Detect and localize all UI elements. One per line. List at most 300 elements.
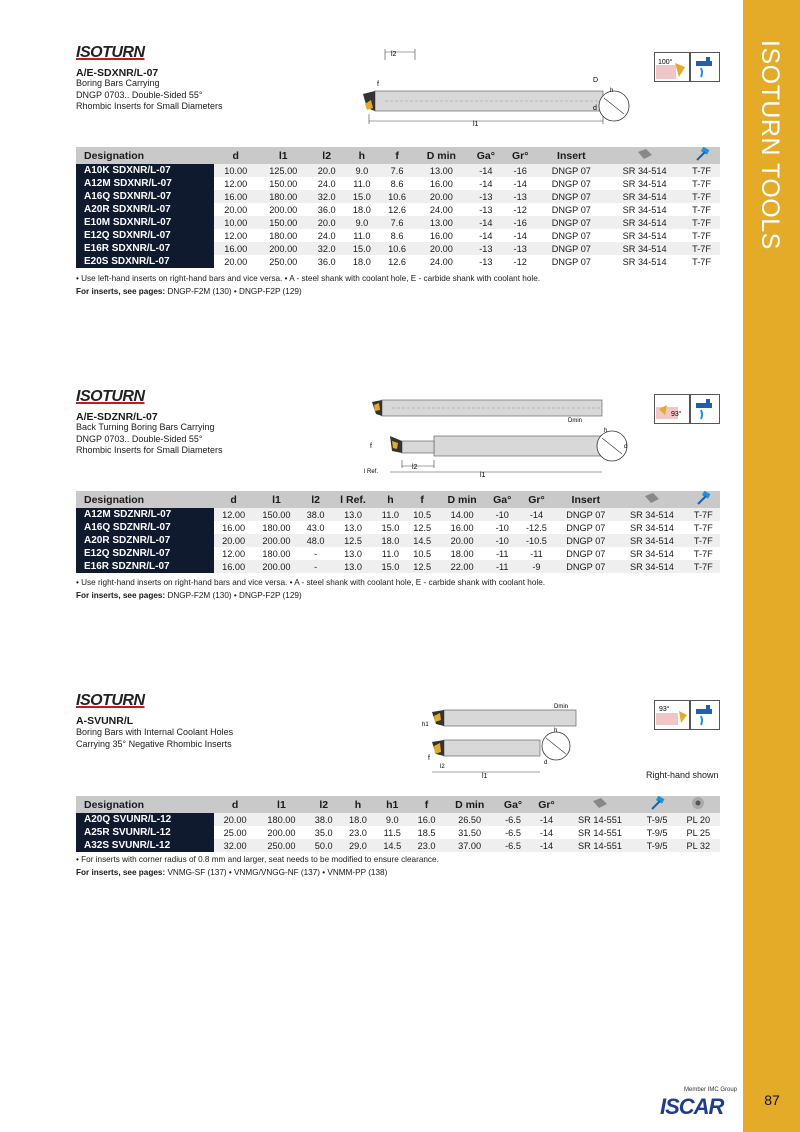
table-cell: -13	[504, 190, 537, 203]
table-cell: PL 32	[677, 839, 720, 852]
table-cell: -14	[468, 164, 504, 177]
table-cell: 24.00	[415, 255, 468, 268]
isoturn-logo: ISOTURN	[76, 388, 145, 405]
table-cell: 16.00	[214, 190, 257, 203]
table-cell: 7.6	[379, 216, 414, 229]
table-cell: 24.00	[415, 203, 468, 216]
table-cell: 12.5	[406, 560, 438, 573]
bar-section-diagram	[596, 424, 632, 464]
table-cell: 10.00	[214, 216, 257, 229]
svg-text:93°: 93°	[659, 706, 670, 713]
table-row	[76, 547, 720, 560]
table-header-row	[76, 147, 720, 164]
table-cell: 15.0	[344, 190, 379, 203]
table-cell: -10	[486, 521, 518, 534]
table-cell: DNGP 07	[537, 203, 606, 216]
inserts-reference: For inserts, see pages: DNGP-F2M (130) • DNGP-F2P (129)	[76, 591, 302, 600]
svg-text:93°: 93°	[671, 411, 682, 418]
coolant-icon	[690, 394, 720, 424]
table-row	[76, 560, 720, 573]
screw-icon	[591, 796, 609, 810]
shim-icon	[689, 796, 707, 810]
table-cell: -11	[518, 547, 554, 560]
table-cell: 29.0	[341, 839, 375, 852]
col-d: d	[214, 491, 253, 508]
section-code: A/E-SDXNR/L-07	[76, 67, 159, 79]
right-hand-caption: Right-hand shown	[646, 770, 719, 780]
table-cell: 9.0	[344, 164, 379, 177]
table-cell: 12.00	[214, 547, 253, 560]
table-cell: -14	[530, 826, 562, 839]
col-h: h	[344, 147, 379, 164]
col-designation: Designation	[76, 491, 214, 508]
table-cell: T-7F	[683, 255, 720, 268]
table-cell: 12.00	[214, 229, 257, 242]
screw-icon	[636, 147, 654, 161]
col-f: f	[379, 147, 414, 164]
table-cell: -6.5	[496, 813, 531, 826]
designation-cell: A20R SDXNR/L-07	[76, 203, 214, 216]
section-description: Boring Bars Carrying DNGP 0703.. Double-Sided 55° Rhombic Inserts for Small Diameters	[76, 78, 223, 111]
table-cell: DNGP 07	[537, 177, 606, 190]
dim-label-l2: l2	[412, 464, 418, 471]
table-row	[76, 813, 720, 826]
table-cell: -12.5	[518, 521, 554, 534]
table-header-row	[76, 796, 720, 813]
table-cell: 20.0	[309, 216, 344, 229]
table-cell: 16.0	[409, 813, 443, 826]
table-cell: 18.5	[409, 826, 443, 839]
table-cell: T-7F	[687, 508, 720, 521]
table-cell: 16.00	[415, 229, 468, 242]
table-cell: DNGP 07	[537, 216, 606, 229]
spec-table-sdznr	[76, 491, 720, 573]
table-row	[76, 839, 720, 852]
col-designation: Designation	[76, 796, 214, 813]
table-row	[76, 216, 720, 229]
table-cell: 16.00	[214, 560, 253, 573]
table-cell: T-7F	[687, 534, 720, 547]
dim-label-lref: l Ref.	[364, 469, 379, 475]
dim-label-f: f	[370, 443, 372, 450]
table-cell: DNGP 07	[555, 508, 618, 521]
table-cell: 13.0	[331, 521, 374, 534]
table-cell: PL 25	[677, 826, 720, 839]
table-cell: 150.00	[253, 508, 300, 521]
insert-angle-icon	[654, 394, 690, 424]
table-cell: 15.0	[375, 560, 407, 573]
table-cell: -	[300, 560, 332, 573]
table-row	[76, 177, 720, 190]
table-cell: 36.0	[309, 203, 344, 216]
table-cell: -	[300, 547, 332, 560]
table-cell: 16.00	[415, 177, 468, 190]
table-cell: 250.00	[257, 255, 309, 268]
table-cell: 15.0	[375, 521, 407, 534]
table-row	[76, 229, 720, 242]
table-cell: DNGP 07	[537, 255, 606, 268]
col-key-icon	[638, 796, 677, 813]
col-key-icon	[683, 147, 720, 164]
table-cell: PL 20	[677, 813, 720, 826]
table-cell: 13.0	[331, 508, 374, 521]
table-cell: -10	[486, 534, 518, 547]
dim-label-h: h	[610, 88, 614, 94]
table-cell: 12.5	[406, 521, 438, 534]
isoturn-logo: ISOTURN	[76, 44, 145, 61]
table-cell: SR 34-514	[617, 508, 687, 521]
page-number: 87	[764, 1092, 780, 1108]
dim-label-d: d	[624, 444, 628, 450]
table-cell: 31.50	[444, 826, 496, 839]
table-cell: T-7F	[683, 203, 720, 216]
designation-cell: E16R SDXNR/L-07	[76, 242, 214, 255]
col-d: d	[214, 796, 256, 813]
table-cell: 180.00	[256, 813, 306, 826]
table-cell: 50.0	[307, 839, 341, 852]
table-row	[76, 190, 720, 203]
table-cell: DNGP 07	[537, 242, 606, 255]
table-cell: -11	[486, 560, 518, 573]
table-cell: T-7F	[683, 229, 720, 242]
table-cell: -16	[504, 164, 537, 177]
table-cell: 13.0	[331, 547, 374, 560]
designation-cell: E12Q SDZNR/L-07	[76, 547, 214, 560]
designation-cell: A10K SDXNR/L-07	[76, 164, 214, 177]
table-cell: 200.00	[257, 203, 309, 216]
dim-label-f: f	[428, 755, 430, 762]
table-cell: 11.0	[375, 508, 407, 521]
table-cell: T-7F	[683, 177, 720, 190]
table-cell: -14	[530, 813, 562, 826]
section-code: A-SVUNR/L	[76, 715, 134, 727]
screw-icon	[643, 491, 661, 505]
table-cell: T-9/5	[638, 826, 677, 839]
tool-diagram	[362, 396, 632, 480]
table-cell: 15.0	[344, 242, 379, 255]
designation-cell: A25R SVUNR/L-12	[76, 826, 214, 839]
table-cell: -14	[468, 229, 504, 242]
inserts-reference: For inserts, see pages: VNMG-SF (137) • VNMG/VNGG-NF (137) • VNMM-PP (138)	[76, 868, 388, 877]
table-cell: 26.50	[444, 813, 496, 826]
section-description: Boring Bars with Internal Coolant Holes Carrying 35° Negative Rhombic Inserts	[76, 727, 234, 749]
table-cell: -14	[504, 177, 537, 190]
dim-label-f: f	[377, 81, 379, 88]
table-cell: -13	[468, 203, 504, 216]
table-cell: -16	[504, 216, 537, 229]
table-cell: 16.00	[214, 521, 253, 534]
table-cell: 36.0	[309, 255, 344, 268]
table-cell: 32.0	[309, 190, 344, 203]
table-cell: 23.0	[409, 839, 443, 852]
table-cell: DNGP 07	[537, 190, 606, 203]
spec-table-sdxnr	[76, 147, 720, 268]
table-cell: 18.00	[438, 547, 486, 560]
col-l2: l2	[300, 491, 332, 508]
designation-cell: A12M SDXNR/L-07	[76, 177, 214, 190]
table-cell: SR 14-551	[562, 813, 637, 826]
table-cell: 180.00	[253, 521, 300, 534]
table-cell: 125.00	[257, 164, 309, 177]
table-row	[76, 255, 720, 268]
table-cell: T-9/5	[638, 813, 677, 826]
dim-label-l2: l2	[391, 51, 397, 58]
table-cell: 12.5	[331, 534, 374, 547]
col-h: h	[341, 796, 375, 813]
table-cell: 200.00	[253, 560, 300, 573]
col-f: f	[406, 491, 438, 508]
table-cell: T-7F	[687, 547, 720, 560]
table-cell: 180.00	[257, 190, 309, 203]
table-cell: 12.6	[379, 203, 414, 216]
table-cell: T-7F	[683, 242, 720, 255]
table-cell: 20.00	[415, 190, 468, 203]
col-screw-icon	[562, 796, 637, 813]
table-cell: 24.0	[309, 177, 344, 190]
col-h: h	[375, 491, 407, 508]
table-cell: SR 34-514	[617, 547, 687, 560]
table-cell: 22.00	[438, 560, 486, 573]
dim-label-d: d	[593, 105, 597, 112]
col-insert: Insert	[537, 147, 606, 164]
table-cell: 32.0	[309, 242, 344, 255]
table-cell: -11	[486, 547, 518, 560]
insert-angle-icon	[654, 700, 690, 730]
table-cell: 13.00	[415, 164, 468, 177]
designation-cell: E10M SDXNR/L-07	[76, 216, 214, 229]
table-cell: 16.00	[438, 521, 486, 534]
table-cell: 150.00	[257, 216, 309, 229]
col-l1: l1	[257, 147, 309, 164]
dim-label-l1: l1	[473, 121, 479, 128]
table-cell: SR 34-514	[606, 190, 683, 203]
designation-cell: A20Q SVUNR/L-12	[76, 813, 214, 826]
table-cell: 7.6	[379, 164, 414, 177]
table-cell: 12.00	[214, 508, 253, 521]
svg-text:100°: 100°	[658, 59, 673, 66]
dim-label-h: h	[604, 428, 608, 434]
table-row	[76, 521, 720, 534]
key-icon	[648, 796, 666, 810]
bar-section-diagram	[596, 84, 632, 124]
designation-cell: A16Q SDZNR/L-07	[76, 521, 214, 534]
table-cell: -13	[504, 242, 537, 255]
isoturn-logo: ISOTURN	[76, 692, 145, 709]
dim-label-l1: l1	[482, 773, 488, 780]
table-cell: -10	[486, 508, 518, 521]
table-cell: DNGP 07	[555, 521, 618, 534]
table-cell: 13.00	[415, 216, 468, 229]
table-cell: SR 14-551	[562, 839, 637, 852]
designation-cell: E16R SDZNR/L-07	[76, 560, 214, 573]
table-cell: SR 34-514	[617, 534, 687, 547]
table-cell: 18.0	[375, 534, 407, 547]
insert-angle-icon	[654, 52, 690, 82]
dim-label-h: h	[554, 728, 558, 734]
table-cell: T-7F	[687, 560, 720, 573]
section-description: Back Turning Boring Bars Carrying DNGP 0703.. Double-Sided 55° Rhombic Inserts for Small Diameters	[76, 422, 223, 455]
table-cell: 8.6	[379, 229, 414, 242]
col-l2: l2	[307, 796, 341, 813]
table-header-row	[76, 491, 720, 508]
dim-label-D: D	[593, 77, 599, 84]
table-cell: 20.00	[438, 534, 486, 547]
table-cell: -12	[504, 255, 537, 268]
table-cell: SR 34-514	[606, 203, 683, 216]
table-cell: DNGP 07	[555, 534, 618, 547]
table-cell: T-7F	[683, 190, 720, 203]
table-cell: SR 34-514	[606, 177, 683, 190]
table-cell: -13	[468, 242, 504, 255]
col-lref: l Ref.	[331, 491, 374, 508]
table-cell: 25.00	[214, 826, 256, 839]
designation-cell: A12M SDZNR/L-07	[76, 508, 214, 521]
table-cell: 250.00	[256, 839, 306, 852]
table-cell: 10.5	[406, 547, 438, 560]
col-dmin: D min	[415, 147, 468, 164]
col-gr: Gr°	[530, 796, 562, 813]
dim-label-l1: l1	[480, 472, 486, 479]
table-cell: 180.00	[257, 229, 309, 242]
table-cell: -14	[504, 229, 537, 242]
col-ga: Ga°	[496, 796, 531, 813]
dim-label-h1: h1	[422, 722, 429, 728]
table-cell: 12.6	[379, 255, 414, 268]
col-dmin: D min	[444, 796, 496, 813]
section-code: A/E-SDZNR/L-07	[76, 411, 158, 423]
table-cell: 38.0	[307, 813, 341, 826]
designation-cell: A16Q SDXNR/L-07	[76, 190, 214, 203]
table-cell: 11.5	[375, 826, 409, 839]
table-cell: 24.0	[309, 229, 344, 242]
table-row	[76, 203, 720, 216]
table-cell: 10.00	[214, 164, 257, 177]
table-cell: SR 34-514	[606, 242, 683, 255]
table-cell: T-7F	[683, 164, 720, 177]
table-cell: 20.00	[214, 534, 253, 547]
table-cell: SR 14-551	[562, 826, 637, 839]
col-d: d	[214, 147, 257, 164]
table-cell: 20.00	[214, 813, 256, 826]
table-cell: 14.00	[438, 508, 486, 521]
col-shim-icon	[677, 796, 720, 813]
table-cell: 20.00	[214, 203, 257, 216]
table-row	[76, 826, 720, 839]
table-cell: 38.0	[300, 508, 332, 521]
table-cell: 20.00	[415, 242, 468, 255]
table-cell: 14.5	[406, 534, 438, 547]
col-gr: Gr°	[504, 147, 537, 164]
col-f: f	[409, 796, 443, 813]
key-icon	[693, 147, 711, 161]
table-cell: 16.00	[214, 242, 257, 255]
table-row	[76, 242, 720, 255]
table-cell: -13	[468, 255, 504, 268]
table-cell: -14	[530, 839, 562, 852]
col-l2: l2	[309, 147, 344, 164]
table-cell: T-7F	[683, 216, 720, 229]
table-note: • Use right-hand inserts on right-hand bars and vice versa. • A - steel shank with coolant hole, E - carbide shank with coolant hole.	[76, 578, 546, 587]
table-cell: 9.0	[375, 813, 409, 826]
table-cell: 10.6	[379, 242, 414, 255]
col-ga: Ga°	[486, 491, 518, 508]
table-cell: 180.00	[253, 547, 300, 560]
sidebar-title: ISOTURN TOOLS	[756, 40, 784, 250]
col-ga: Ga°	[468, 147, 504, 164]
dim-label-d: d	[544, 760, 548, 766]
table-cell: 18.0	[344, 203, 379, 216]
designation-cell: E20S SDXNR/L-07	[76, 255, 214, 268]
table-cell: 18.0	[344, 255, 379, 268]
table-cell: 35.0	[307, 826, 341, 839]
table-cell: 11.0	[375, 547, 407, 560]
table-cell: 200.00	[256, 826, 306, 839]
table-cell: SR 34-514	[606, 216, 683, 229]
table-row	[76, 508, 720, 521]
col-l1: l1	[253, 491, 300, 508]
col-l1: l1	[256, 796, 306, 813]
table-cell: 10.5	[406, 508, 438, 521]
table-cell: -6.5	[496, 826, 531, 839]
table-cell: 23.0	[341, 826, 375, 839]
table-cell: 13.0	[331, 560, 374, 573]
table-cell: 20.0	[309, 164, 344, 177]
col-screw-icon	[617, 491, 687, 508]
table-cell: 12.00	[214, 177, 257, 190]
dim-label-l2: l2	[440, 764, 445, 770]
table-cell: 150.00	[257, 177, 309, 190]
table-cell: DNGP 07	[537, 229, 606, 242]
table-cell: 32.00	[214, 839, 256, 852]
tool-diagram	[420, 700, 640, 780]
col-key-icon	[687, 491, 720, 508]
table-cell: 20.00	[214, 255, 257, 268]
table-cell: SR 34-514	[617, 521, 687, 534]
table-note: • Use left-hand inserts on right-hand bars and vice versa. • A - steel shank with coolant hole, E - carbide shank with coolant hole.	[76, 274, 541, 283]
table-cell: DNGP 07	[555, 560, 618, 573]
key-icon	[694, 491, 712, 505]
designation-cell: A32S SVUNR/L-12	[76, 839, 214, 852]
table-cell: 11.0	[344, 229, 379, 242]
table-cell: 8.6	[379, 177, 414, 190]
table-cell: 18.0	[341, 813, 375, 826]
iscar-logo: ISCAR	[660, 1094, 724, 1119]
table-cell: -12	[504, 203, 537, 216]
dim-label-Dmin: Dmin	[568, 418, 583, 424]
col-screw-icon	[606, 147, 683, 164]
table-cell: SR 34-514	[606, 229, 683, 242]
table-cell: 11.0	[344, 177, 379, 190]
table-cell: -14	[518, 508, 554, 521]
table-cell: -13	[468, 190, 504, 203]
table-cell: T-9/5	[638, 839, 677, 852]
table-cell: 200.00	[253, 534, 300, 547]
tool-diagram	[355, 46, 615, 130]
table-cell: 9.0	[344, 216, 379, 229]
table-cell: SR 34-514	[617, 560, 687, 573]
table-cell: -10.5	[518, 534, 554, 547]
table-row	[76, 534, 720, 547]
table-cell: -14	[468, 216, 504, 229]
spec-table-svunr	[76, 796, 720, 852]
col-designation: Designation	[76, 147, 214, 164]
table-cell: 200.00	[257, 242, 309, 255]
table-row	[76, 164, 720, 177]
table-cell: 10.6	[379, 190, 414, 203]
table-cell: DNGP 07	[555, 547, 618, 560]
designation-cell: E12Q SDXNR/L-07	[76, 229, 214, 242]
col-h1: h1	[375, 796, 409, 813]
